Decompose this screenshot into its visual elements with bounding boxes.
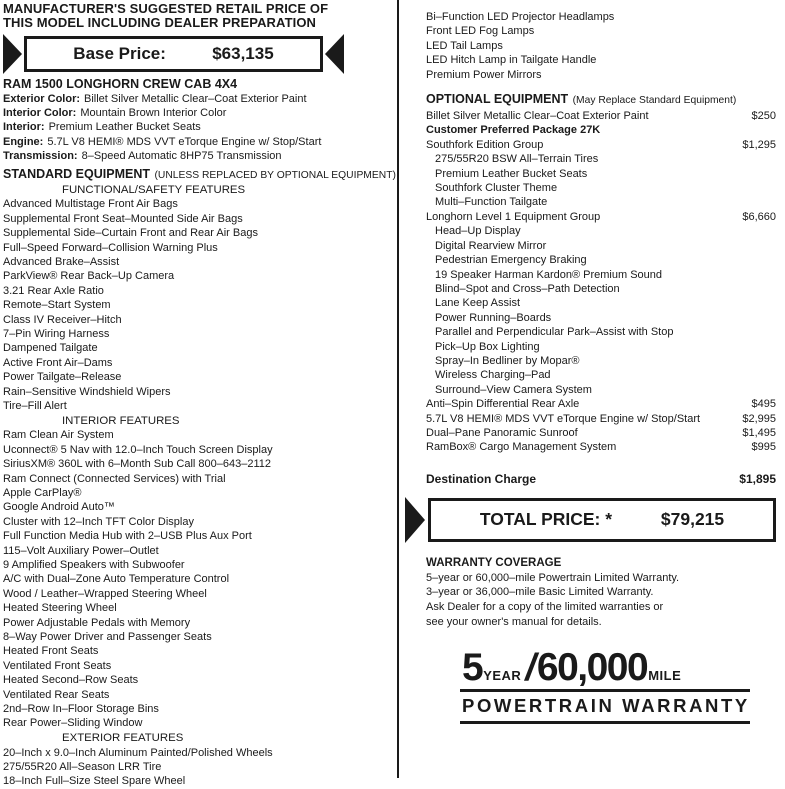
feature-item: 3.21 Rear Axle Ratio [3,284,104,297]
spec-row [3,135,393,149]
total-price-label: TOTAL PRICE: * [479,509,613,530]
feature-item: 9 Amplified Speakers with Subwoofer [3,558,185,571]
optional-row-label: Wireless Charging–Pad [435,369,551,382]
exterior-features-list [3,746,393,789]
powertrain-warranty-badge [460,646,750,724]
optional-row-label: Dual–Pane Panoramic Sunroof [426,426,578,439]
optional-row-label: Power Running–Boards [435,311,552,324]
feature-item: A/C with Dual–Zone Auto Temperature Control [3,573,230,586]
warranty-line: Ask Dealer for a copy of the limited warranties or [426,600,664,613]
feature-item: 2nd–Row In–Floor Storage Bins [3,703,159,716]
optional-row [426,138,776,152]
optional-row-label: Digital Rearview Mirror [435,239,547,252]
optional-row [426,354,776,368]
badge-top-line [460,646,750,692]
optional-row-label: Southfork Cluster Theme [435,182,558,195]
optional-equipment-title: OPTIONAL EQUIPMENT [426,92,569,107]
optional-row [426,239,776,253]
optional-equipment-note: (May Replace Standard Equipment) [572,95,737,107]
standard-equipment-title: STANDARD EQUIPMENT [3,166,150,181]
feature-item: LED Tail Lamps [426,39,503,52]
feature-item: 18–Inch Full–Size Steel Spare Wheel [3,775,186,788]
optional-row-price: $495 [751,398,776,411]
destination-charge-label: Destination Charge [426,471,537,486]
warranty-lines [426,571,776,629]
spec-label: Interior Color: [3,107,77,119]
optional-row [426,397,776,411]
spec-value: 8–Speed Automatic 8HP75 Transmission [81,150,282,163]
spec-label: Interior: [3,121,45,134]
feature-item: SiriusXM® 360L with 6–Month Sub Call 800–643–2112 [3,458,271,471]
feature-item: Ventilated Front Seats [3,659,112,672]
optional-row [426,368,776,382]
msrp-header [3,2,393,30]
feature-item: Remote–Start System [3,299,111,312]
optional-row [426,224,776,238]
optional-row-label: Surround–View Camera System [435,383,592,396]
optional-equipment-heading [426,90,776,108]
optional-row-label: Spray–In Bedliner by Mopar® [435,354,580,367]
feature-item: Ram Clean Air System [3,429,114,442]
badge-miles-value: 60,000 [536,646,648,690]
optional-row [426,412,776,426]
feature-item: ParkView® Rear Back–Up Camera [3,270,175,283]
spec-label: Engine: [3,135,44,148]
feature-item: Advanced Brake–Assist [3,256,120,269]
optional-row-label: Premium Leather Bucket Seats [435,167,588,180]
optional-row-label: Head–Up Display [435,225,521,238]
warranty-heading: WARRANTY COVERAGE [426,556,562,569]
functional-safety-list [3,197,393,413]
badge-years-unit: YEAR [483,668,522,684]
badge-bottom-line: POWERTRAIN WARRANTY [460,692,750,724]
left-pointing-triangle-icon [325,34,344,74]
optional-row [426,426,776,440]
spec-row [3,120,393,134]
spec-value: Billet Silver Metallic Clear–Coat Exterior Paint [84,92,307,105]
feature-item: Full–Speed Forward–Collision Warning Plus [3,241,218,254]
optional-row-label: Pick–Up Box Lighting [435,340,540,353]
optional-row-price: $1,495 [742,426,776,439]
msrp-header-line1: MANUFACTURER'S SUGGESTED RETAIL PRICE OF [3,1,329,16]
feature-item: Ventilated Rear Seats [3,688,110,701]
optional-row-label: Billet Silver Metallic Clear–Coat Exterior Paint [426,110,649,123]
feature-item: Premium Power Mirrors [426,68,542,81]
total-price-box [428,498,776,542]
base-price-label: Base Price: [73,43,166,63]
feature-item: Uconnect® 5 Nav with 12.0–Inch Touch Screen Display [3,443,273,456]
optional-row [426,195,776,209]
total-price-value: $79,215 [660,509,725,530]
base-price-box [24,36,323,72]
feature-item: 275/55R20 All–Season LRR Tire [3,761,162,774]
optional-row [426,296,776,310]
spec-value: Mountain Brown Interior Color [80,107,227,119]
feature-item: 8–Way Power Driver and Passenger Seats [3,631,212,643]
feature-item: 20–Inch x 9.0–Inch Aluminum Painted/Polished Wheels [3,746,273,759]
right-pointing-triangle-icon [405,497,425,543]
badge-slash: / [525,647,536,690]
optional-row-label: Anti–Spin Differential Rear Axle [426,398,580,411]
optional-row-price: $250 [751,110,776,123]
feature-item: Supplemental Front Seat–Mounted Side Air Bags [3,212,243,225]
feature-item: Active Front Air–Dams [3,356,113,369]
optional-row-label: 19 Speaker Harman Kardon® Premium Sound [435,268,662,281]
feature-item: Class IV Receiver–Hitch [3,313,122,326]
optional-row-label: Parallel and Perpendicular Park–Assist with Stop [435,326,674,339]
feature-item: Heated Front Seats [3,645,99,658]
feature-item: Cluster with 12–Inch TFT Color Display [3,515,194,528]
optional-row [426,440,776,454]
optional-row-label: Blind–Spot and Cross–Path Detection [435,282,620,295]
feature-item: Power Adjustable Pedals with Memory [3,616,191,629]
feature-item: Apple CarPlay® [3,486,82,499]
optional-row [426,167,776,181]
optional-row [426,268,776,282]
feature-item: Google Android Auto™ [3,501,115,514]
section-heading-interior: INTERIOR FEATURES [62,414,180,427]
spec-row [3,149,393,163]
optional-row-label: Multi–Function Tailgate [435,196,548,209]
vehicle-model: RAM 1500 LONGHORN CREW CAB 4X4 [3,76,238,91]
msrp-header-line2: THIS MODEL INCLUDING DEALER PREPARATION [3,14,317,30]
feature-item: Rain–Sensitive Windshield Wipers [3,385,171,398]
standard-equipment-heading [3,165,396,183]
feature-item: Rear Power–Sliding Window [3,717,143,730]
optional-row [426,123,776,137]
optional-row-label: 275/55R20 BSW All–Terrain Tires [435,153,599,166]
optional-row-price: $995 [751,441,776,454]
badge-miles-unit: MILE [648,668,682,684]
optional-row [426,181,776,195]
feature-item: Bi–Function LED Projector Headlamps [426,11,615,23]
warranty-line: see your owner's manual for details. [426,615,602,628]
spec-value: Premium Leather Bucket Seats [48,121,201,134]
section-heading-functional-safety: FUNCTIONAL/SAFETY FEATURES [62,183,246,196]
total-price-row [405,497,776,543]
interior-features-list [3,428,393,731]
optional-row-label: Pedestrian Emergency Braking [435,254,587,267]
feature-item: Heated Steering Wheel [3,602,117,615]
feature-item: Power Tailgate–Release [3,371,122,384]
spec-label: Transmission: [3,150,78,163]
standard-equipment-note: (UNLESS REPLACED BY OPTIONAL EQUIPMENT) [154,169,396,181]
feature-item: 115–Volt Auxiliary Power–Outlet [3,544,159,557]
optional-row-label: Lane Keep Assist [435,297,521,310]
optional-row [426,109,776,123]
optional-row-label: Customer Preferred Package 27K [426,124,601,137]
optional-row-label: 5.7L V8 HEMI® MDS VVT eTorque Engine w/ Stop/Start [426,412,701,425]
optional-row-label: RamBox® Cargo Management System [426,441,617,454]
optional-row-label: Longhorn Level 1 Equipment Group [426,210,601,223]
spec-row [3,106,393,120]
optional-row [426,325,776,339]
optional-row [426,253,776,267]
spec-label: Exterior Color: [3,92,81,105]
feature-item: Wood / Leather–Wrapped Steering Wheel [3,587,207,600]
right-column [399,0,785,785]
base-price-value: $63,135 [212,43,274,63]
feature-item: Advanced Multistage Front Air Bags [3,198,178,211]
feature-item: Heated Second–Row Seats [3,674,139,687]
optional-row-price: $2,995 [742,412,776,425]
warranty-line: 5–year or 60,000–mile Powertrain Limited Warranty. [426,571,680,584]
optional-row [426,210,776,224]
standard-exterior-list [426,10,776,82]
feature-item: LED Hitch Lamp in Tailgate Handle [426,54,597,67]
optional-row [426,152,776,166]
right-pointing-triangle-icon [3,34,22,74]
badge-years-value: 5 [462,646,483,690]
section-heading-exterior: EXTERIOR FEATURES [62,731,184,744]
optional-row [426,383,776,397]
optional-row-price: $1,295 [742,138,776,151]
optional-equipment-list [426,109,776,455]
base-price-row [3,34,344,74]
feature-item: 7–Pin Wiring Harness [3,328,110,341]
spec-value: 5.7L V8 HEMI® MDS VVT eTorque Engine w/ Stop/Start [47,135,322,148]
warranty-line: 3–year or 36,000–mile Basic Limited Warranty. [426,586,654,599]
feature-item: Full Function Media Hub with 2–USB Plus Aux Port [3,530,252,543]
vehicle-specs [3,92,393,164]
optional-row [426,282,776,296]
optional-row-price: $6,660 [742,210,776,223]
optional-row [426,311,776,325]
feature-item: Supplemental Side–Curtain Front and Rear Air Bags [3,227,258,240]
optional-row-label: Southfork Edition Group [426,138,544,151]
feature-item: Ram Connect (Connected Services) with Trial [3,472,226,485]
feature-item: Dampened Tailgate [3,342,98,355]
destination-charge-row [426,472,776,487]
feature-item: Tire–Fill Alert [3,400,67,413]
optional-row [426,340,776,354]
spec-row [3,92,393,106]
feature-item: Front LED Fog Lamps [426,25,535,38]
destination-charge-price: $1,895 [739,471,776,486]
